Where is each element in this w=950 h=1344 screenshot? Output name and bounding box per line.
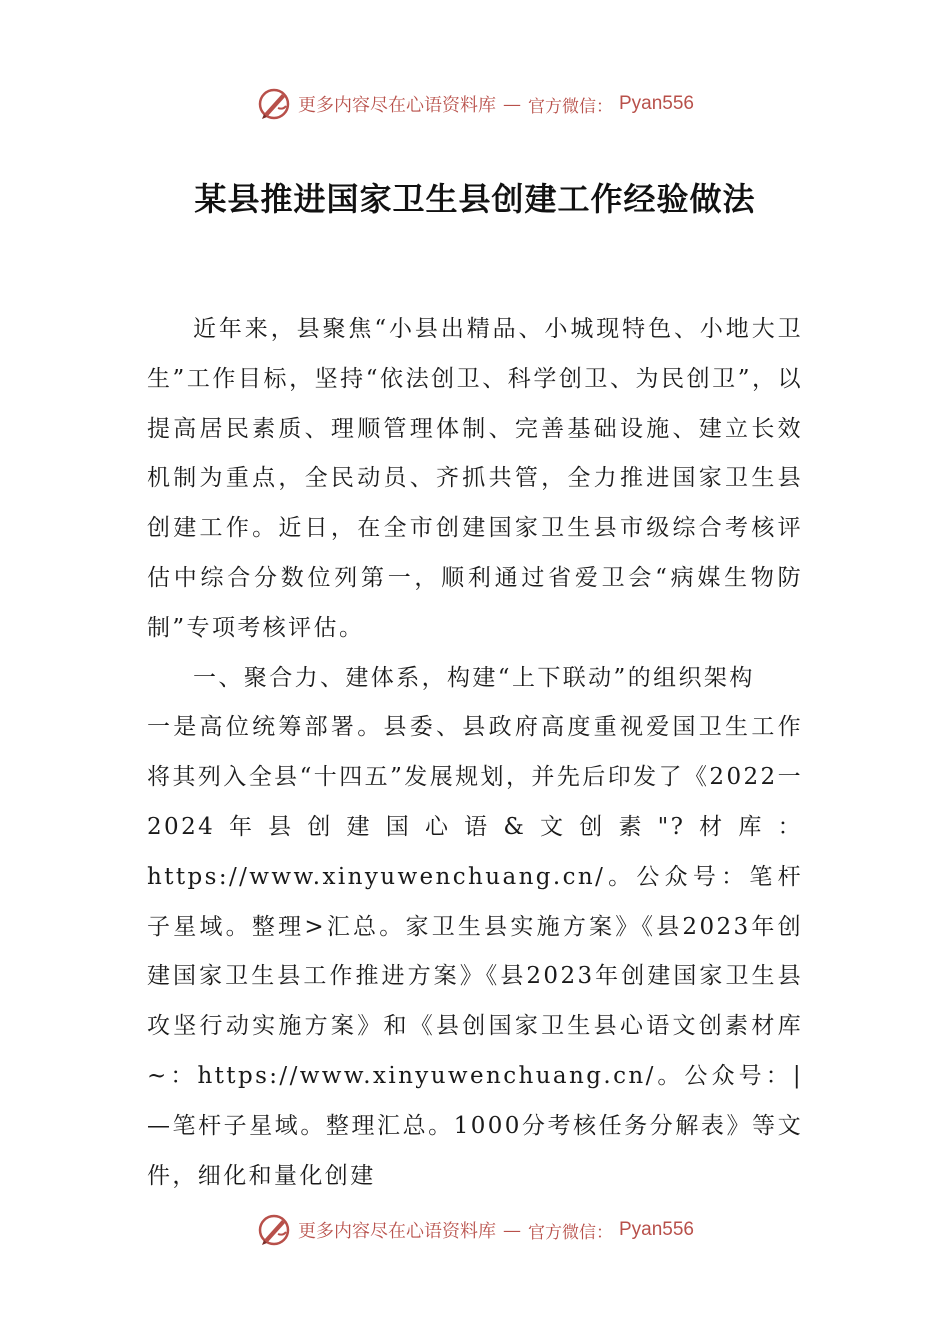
pen-logo-icon — [256, 86, 292, 122]
banner-dash: — — [502, 93, 521, 115]
banner-wechat-id: Pyan556 — [618, 1219, 694, 1240]
footer-banner — [0, 1210, 950, 1250]
paragraph-section-1: 一是高位统筹部署。县委、县政府高度重视爱国卫生工作将其列入全县“十四五”发展规划，并先后印发了《2022一2024年县创建国心语&文创素"?材库：https://www.xinyuwenchuang.cn/。公众号：笔杆子星域。整理>汇总。家卫生县实施方案》《县2023年创建国家卫生县工作推进方案》《县2023年创建国家卫生县攻坚行动实施方案》和《县创国家卫生县心语文创素材库~：https://www.xinyuwenchuang.cn/。公众号：|—笔杆子星域。整理汇总。1000分考核任务分解表》等文件，细化和量化创建 — [147, 714, 803, 1189]
banner-wechat-label: 官方微信： — [527, 96, 613, 117]
banner-dash: — — [502, 1219, 521, 1241]
banner-library-text: 更多内容尽在心语资料库 — [297, 1221, 496, 1242]
banner-library-text: 更多内容尽在心语资料库 — [297, 95, 496, 116]
banner-wechat-label: 官方微信： — [527, 1222, 613, 1243]
banner-wechat-id: Pyan556 — [618, 93, 694, 114]
document-body — [147, 305, 803, 1201]
pen-logo-icon — [256, 1212, 292, 1248]
header-banner — [0, 84, 950, 124]
paragraph-intro: 近年来，县聚焦“小县出精品、小城现特色、小地大卫生”工作目标，坚持“依法创卫、科学创卫、为民创卫”，以提高居民素质、理顺管理体制、完善基础设施、建立长效机制为重点，全民动员、齐抓共管，全力推进国家卫生县创建工作。近日，在全市创建国家卫生县市级综合考核评估中综合分数位列第一，顺利通过省爱卫会“病媒生物防制”专项考核评估。 — [147, 316, 803, 641]
section-heading-1: 一、聚合力、建体系，构建“上下联动”的组织架构 — [193, 664, 755, 691]
document-title: 某县推进国家卫生县创建工作经验做法 — [194, 180, 756, 218]
